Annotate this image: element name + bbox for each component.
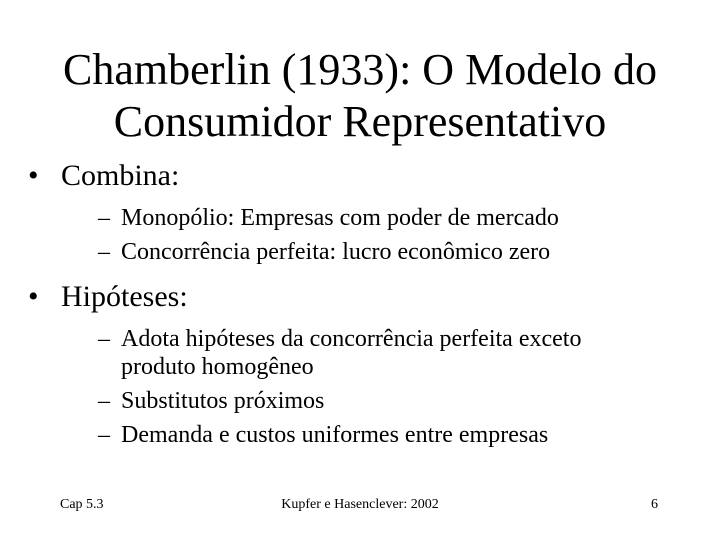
bullet-marker: • [28, 280, 39, 313]
sub-bullet-text: Demanda e custos uniformes entre empresas [121, 422, 549, 448]
slide-title [0, 44, 720, 148]
bullet-group-combina [28, 158, 708, 266]
footer-chapter: Cap 5.3 [60, 497, 104, 512]
footer-source: Kupfer e Hasenclever: 2002 [281, 497, 439, 512]
bullet-group-hipoteses [28, 279, 708, 449]
sub-bullet-marker: – [98, 388, 110, 414]
sub-bullet-text: Concorrência perfeita: lucro econômico zero [121, 239, 551, 265]
sub-bullet-marker: – [98, 422, 110, 448]
bullet-text: Hipóteses: [61, 280, 188, 313]
sub-bullet-text: Substitutos próximos [121, 388, 325, 414]
sub-bullet-item [28, 325, 591, 381]
slide-title-line-2: Consumidor Representativo [113, 97, 607, 146]
sub-bullet-marker: – [98, 239, 110, 265]
sub-bullet-item [28, 238, 708, 266]
sub-bullet-marker: – [98, 205, 110, 231]
bullet-marker: • [28, 159, 39, 192]
bullet-item [28, 158, 708, 194]
sub-bullet-marker: – [98, 326, 110, 352]
bullet-text: Combina: [61, 159, 180, 192]
bullet-item [28, 279, 708, 315]
sub-bullet-item [28, 387, 708, 415]
footer-page-number: 6 [651, 497, 658, 512]
sub-bullet-text: Monopólio: Empresas com poder de mercado [121, 205, 559, 231]
bullet-list [28, 158, 708, 462]
slide-title-line-1: Chamberlin (1933): O Modelo do [63, 45, 657, 94]
sub-bullet-text: Adota hipóteses da concorrência perfeita exceto produto homogêneo [121, 326, 582, 380]
sub-bullet-item [28, 204, 708, 232]
sub-bullet-item [28, 421, 708, 449]
